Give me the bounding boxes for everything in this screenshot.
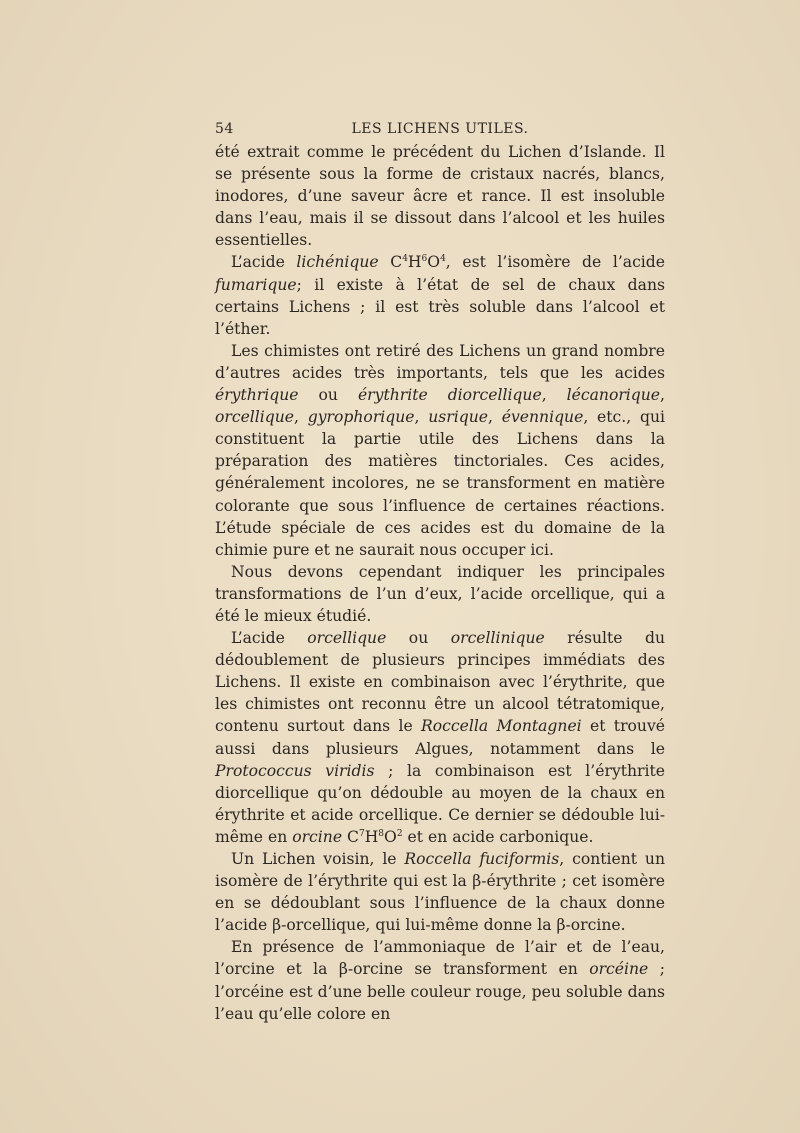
- text-run: H: [407, 253, 422, 272]
- text-run: ,: [660, 386, 665, 405]
- italic-term: Protococcus viridis: [215, 761, 375, 780]
- text-run: Les chimistes ont retiré des Lichens un grand nombre d’autres acides très importants, tels que les acides: [215, 341, 665, 382]
- paragraph: [215, 936, 665, 1024]
- text-run: Un Lichen voisin, le: [231, 850, 405, 868]
- text-run: ,: [541, 386, 567, 405]
- italic-term: orcine: [292, 827, 343, 846]
- paragraph: [215, 141, 665, 251]
- paragraph: [215, 340, 665, 561]
- text-run: été extrait comme le précédent du Lichen d’Islande. Il se présente sous la forme de cristaux nacrés, blancs, inodores, d’une saveur âcre et rance. Il est insoluble dans l’eau, mais il se dissout dans l’alcool et les huiles essentielles.: [215, 143, 665, 250]
- text-run: ou: [386, 629, 451, 648]
- formula-superscript: 7: [358, 828, 365, 839]
- text-run: ; la combinaison est l’érythrite diorcellique qu’on dédouble au moyen de la chaux en érythrite et acide orcellique. Ce dernier se dédouble lui-même en: [215, 761, 665, 846]
- italic-term: orcellinique: [450, 629, 545, 648]
- italic-term: gyrophorique: [307, 408, 415, 427]
- formula-superscript: 2: [396, 828, 403, 839]
- body-text: [215, 141, 665, 1025]
- italic-term: Roccella Montagnei: [421, 717, 582, 736]
- text-run: ; il existe à l’état de sel de chaux dans certains Lichens ; il est très soluble dans l’alcool et l’éther.: [215, 275, 665, 338]
- text-run: ou: [298, 386, 358, 405]
- formula-superscript: 4: [440, 254, 446, 265]
- text-run: et en acide carbonique.: [402, 827, 594, 846]
- text-run: C: [342, 827, 359, 846]
- italic-term: orcéine: [589, 960, 649, 979]
- italic-term: évennique: [501, 408, 584, 427]
- paragraph: [215, 848, 665, 936]
- italic-term: usrique: [428, 408, 488, 427]
- text-run: Nous devons cependant indiquer les principales transformations de l’un d’eux, l’acide orcellique, qui a été le mieux étudié.: [215, 562, 665, 625]
- italic-term: érythrite diorcellique: [357, 386, 542, 405]
- italic-term: Roccella fuciformis: [404, 850, 560, 868]
- text-run: ,: [488, 408, 502, 427]
- paragraph: [215, 627, 665, 848]
- formula-superscript: 8: [378, 828, 385, 839]
- text-run: C: [378, 253, 403, 272]
- text-run: En présence de l’ammoniaque de l’air et de l’eau, l’orcine et la β-orcine se transforment en: [215, 938, 665, 979]
- text-run: L’acide: [231, 629, 308, 648]
- page-number: 54: [215, 121, 234, 137]
- paragraph: [215, 251, 665, 339]
- text-run: , contient un isomère de l’érythrite qui est la β-érythrite ; cet isomère en se dédoublant sous l’influence de la chaux donne l’acide β-orcellique, qui lui-même donne la β-orcine.: [215, 850, 666, 935]
- text-run: et trouvé aussi dans plusieurs Algues, notamment dans le: [215, 717, 665, 758]
- text-run: ,: [414, 408, 429, 427]
- italic-term: lécanorique: [566, 386, 661, 405]
- italic-term: lichénique: [296, 253, 379, 272]
- formula-superscript: 6: [421, 254, 428, 265]
- running-title: LES LICHENS UTILES.: [351, 121, 529, 137]
- text-run: ,: [294, 408, 308, 427]
- formula-superscript: 4: [402, 254, 408, 265]
- text-run: H: [364, 827, 379, 846]
- paragraph: [215, 561, 665, 627]
- italic-term: fumarique: [215, 275, 297, 294]
- text-run: O: [427, 253, 441, 272]
- text-run: , etc., qui constituent la partie utile des Lichens dans la préparation des matières tinctoriales. Ces acides, généralement incolores, ne se transforment en matière colorante que sous l’influence de certaines réactions. L’étude spéciale de ces acides est du domaine de la chimie pure et ne saurait nous occuper ici.: [215, 408, 665, 559]
- text-run: résulte du dédoublement de plusieurs principes immédiats des Lichens. Il existe en combinaison avec l’érythrite, que les chimistes ont reconnu être un alcool tétratomique, contenu surtout dans le: [215, 629, 665, 736]
- text-run: , est l’isomère de l’acide: [445, 253, 666, 272]
- text-run: L’acide: [231, 253, 297, 272]
- text-run: ; l’orcéine est d’une belle couleur rouge, peu soluble dans l’eau qu’elle colore en: [215, 960, 665, 1023]
- italic-term: érythrique: [215, 386, 299, 405]
- text-run: O: [384, 827, 397, 846]
- italic-term: orcellique: [307, 629, 387, 648]
- italic-term: orcellique: [215, 408, 295, 427]
